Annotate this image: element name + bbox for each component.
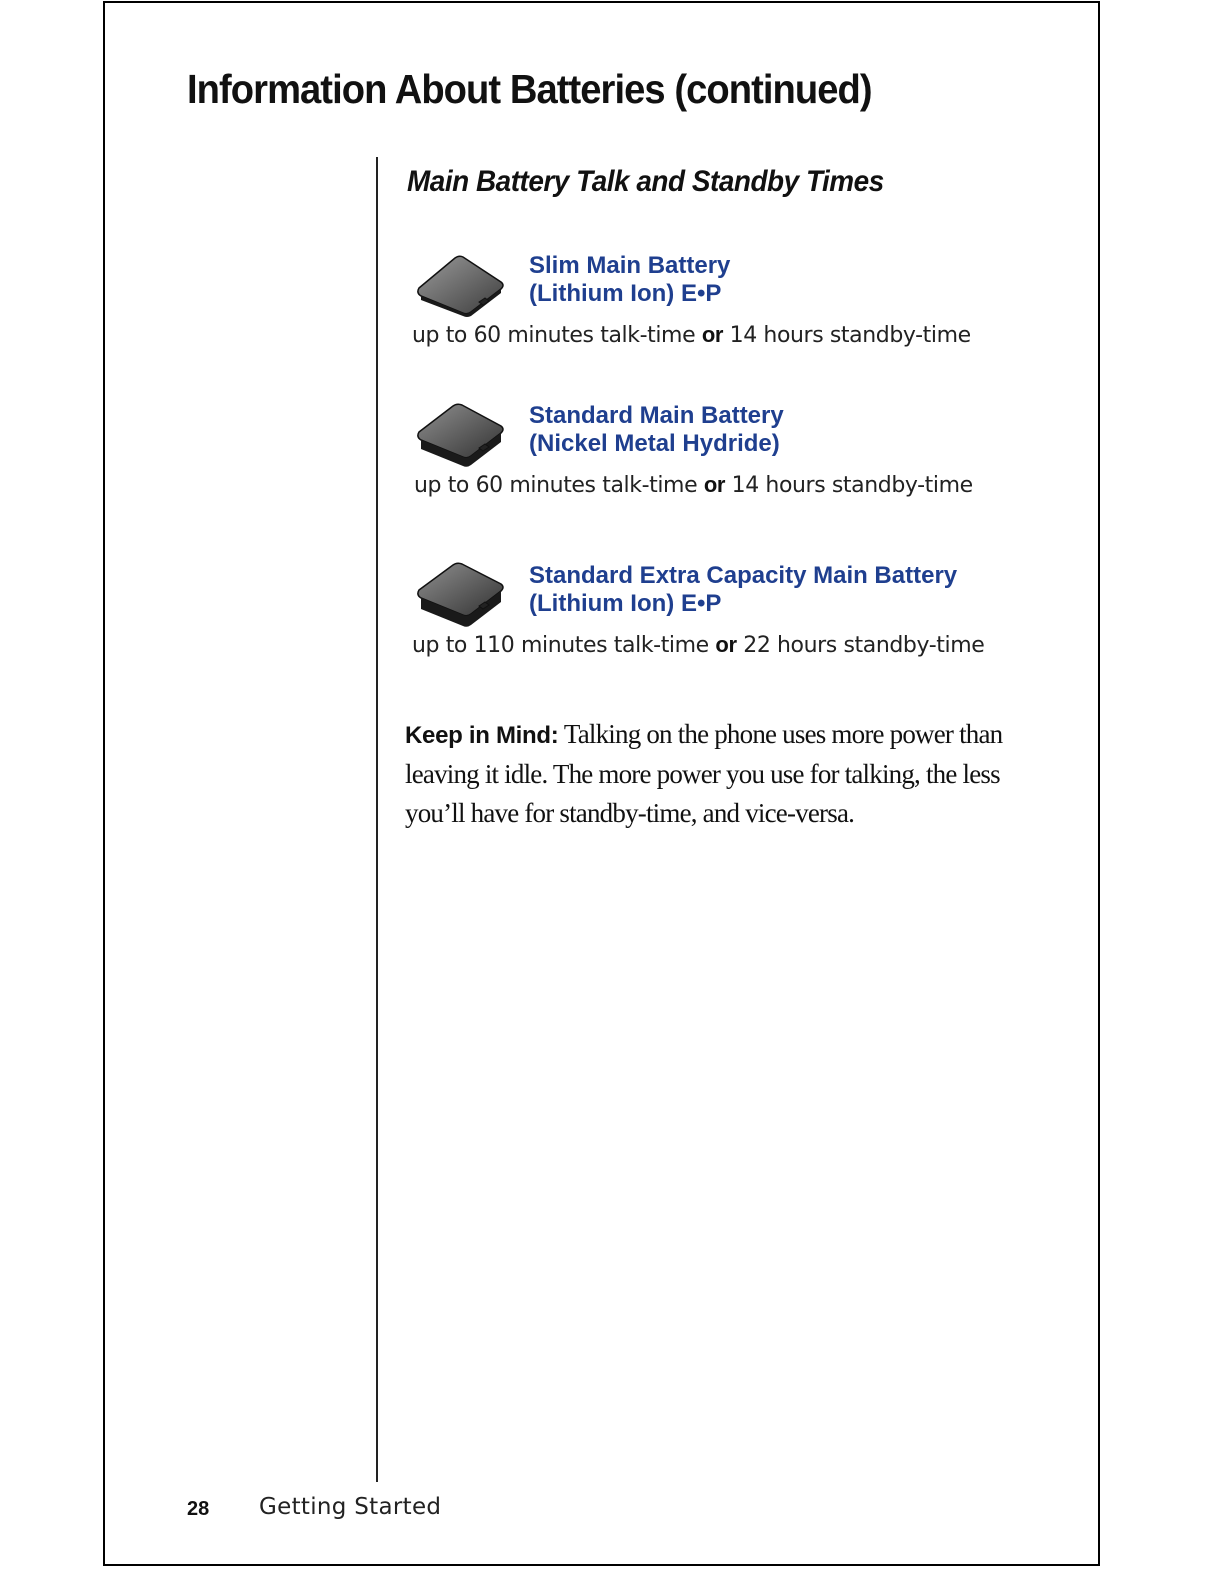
- battery-name-line1: Standard Extra Capacity Main Battery: [529, 562, 958, 589]
- keep-in-mind-note: [405, 715, 1025, 833]
- battery-name: [529, 402, 784, 458]
- column-divider: [376, 157, 378, 1482]
- battery-name-line2: (Lithium Ion) E•P: [529, 590, 722, 617]
- standby-time: 14 hours standby-time: [729, 323, 971, 348]
- battery-name: [529, 252, 730, 308]
- or-label: or: [715, 632, 737, 657]
- talk-time: up to 110 minutes talk-time: [412, 633, 709, 658]
- slim-battery-icon: [415, 252, 507, 318]
- keep-in-mind-text: Talking on the phone uses more power than leaving it idle. The more power you use for talking, the less you’ll have for standby-time, and vice-versa.: [405, 719, 1003, 828]
- standby-time: 14 hours standby-time: [731, 473, 973, 498]
- standby-time: 22 hours standby-time: [743, 633, 985, 658]
- section-heading: Main Battery Talk and Standby Times: [407, 165, 884, 198]
- standard-battery-icon: [415, 402, 507, 468]
- page-title: Information About Batteries (continued): [187, 66, 872, 112]
- page-number: 28: [187, 1498, 210, 1520]
- section-footer: Getting Started: [259, 1494, 442, 1520]
- battery-name-line1: Slim Main Battery: [529, 252, 731, 279]
- battery-name-line2: (Lithium Ion) E•P: [529, 280, 722, 307]
- keep-in-mind-label: Keep in Mind:: [405, 722, 559, 749]
- talk-time: up to 60 minutes talk-time: [412, 323, 696, 348]
- battery-name-line1: Standard Main Battery: [529, 402, 784, 429]
- battery-times: [412, 632, 984, 658]
- or-label: or: [701, 322, 724, 347]
- battery-name-line2: (Nickel Metal Hydride): [529, 430, 780, 457]
- extra-capacity-battery-icon: [415, 562, 507, 628]
- battery-name: [529, 562, 957, 618]
- talk-time: up to 60 minutes talk-time: [414, 473, 698, 498]
- battery-times: [414, 472, 973, 498]
- battery-times: [412, 322, 971, 348]
- or-label: or: [703, 472, 726, 497]
